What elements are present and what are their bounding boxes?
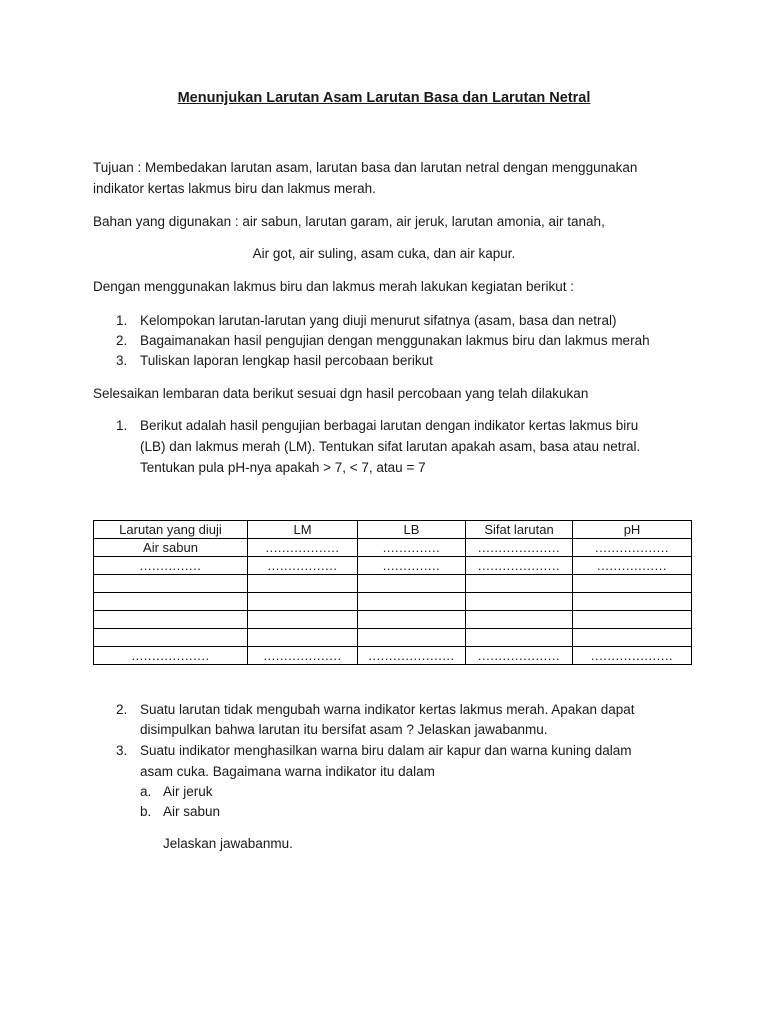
table-cell — [466, 593, 573, 611]
table-cell: ................... — [248, 647, 358, 665]
intro-text: Dengan menggunakan lakmus biru dan lakmus merah lakukan kegiatan berikut : — [93, 279, 575, 294]
table-cell: .................... — [466, 539, 573, 557]
table-cell: .................... — [466, 647, 573, 665]
question-line: Suatu indikator menghasilkan warna biru dalam air kapur dan warna kuning dalam — [140, 743, 632, 758]
page-title: Menunjukan Larutan Asam Larutan Basa dan Larutan Netral — [177, 90, 591, 106]
table-cell — [358, 629, 466, 647]
option-text: Air jeruk — [163, 784, 213, 799]
table-cell — [466, 611, 573, 629]
table-cell: .............. — [358, 539, 466, 557]
table-cell: ................. — [573, 557, 692, 575]
tujuan-line-2: indikator kertas lakmus biru dan lakmus merah. — [93, 181, 376, 196]
question-line: (LB) dan lakmus merah (LM). Tentukan sifat larutan apakah asam, basa atau netral. — [140, 439, 641, 454]
table-cell — [573, 575, 692, 593]
question-line: Suatu larutan tidak mengubah warna indikator kertas lakmus merah. Apakan dapat — [140, 702, 635, 717]
table-cell — [466, 629, 573, 647]
table-row — [94, 611, 692, 629]
table-row — [94, 629, 692, 647]
step-number: 3. — [116, 353, 128, 368]
option-label: b. — [140, 804, 152, 819]
step-text: Bagaimanakan hasil pengujian dengan menggunakan lakmus biru dan lakmus merah — [140, 333, 650, 348]
table-cell — [248, 575, 358, 593]
table-cell: .................... — [466, 557, 573, 575]
table-row — [94, 575, 692, 593]
header-larutan: Larutan yang diuji — [94, 521, 248, 539]
table-cell — [466, 575, 573, 593]
table-cell — [358, 611, 466, 629]
table-cell — [248, 629, 358, 647]
table-cell — [358, 575, 466, 593]
table-cell: .................. — [248, 539, 358, 557]
question-number: 3. — [116, 743, 128, 758]
table-cell — [94, 575, 248, 593]
table-cell — [573, 611, 692, 629]
header-lb: LB — [358, 521, 466, 539]
table-cell: .................... — [573, 647, 692, 665]
selesaikan-text: Selesaikan lembaran data berikut sesuai dgn hasil percobaan yang telah dilakukan — [93, 386, 589, 401]
question-number: 2. — [116, 702, 128, 717]
header-sifat: Sifat larutan — [466, 521, 573, 539]
step-number: 2. — [116, 333, 128, 348]
table-row — [94, 647, 692, 665]
table-cell — [94, 593, 248, 611]
table-cell — [358, 593, 466, 611]
table-cell: ................. — [248, 557, 358, 575]
table-row — [94, 539, 692, 557]
closing-text: Jelaskan jawabanmu. — [163, 836, 293, 851]
table-header-row — [94, 521, 692, 539]
option-text: Air sabun — [163, 804, 221, 819]
table-cell — [248, 611, 358, 629]
table-cell: .................. — [573, 539, 692, 557]
table-cell — [94, 611, 248, 629]
question-line: Berikut adalah hasil pengujian berbagai larutan dengan indikator kertas lakmus biru — [140, 418, 639, 433]
table-row — [94, 557, 692, 575]
table-cell: ..................... — [358, 647, 466, 665]
question-line: Tentukan pula pH-nya apakah > 7, < 7, atau = 7 — [140, 460, 426, 475]
step-text: Tuliskan laporan lengkap hasil percobaan berikut — [140, 353, 433, 368]
option-label: a. — [140, 784, 152, 799]
table-cell — [573, 593, 692, 611]
question-line: asam cuka. Bagaimana warna indikator itu dalam — [140, 764, 435, 779]
question-line: disimpulkan bahwa larutan itu bersifat asam ? Jelaskan jawabanmu. — [140, 722, 548, 737]
table-cell: Air sabun — [94, 539, 248, 557]
step-number: 1. — [116, 313, 128, 328]
step-text: Kelompokan larutan-larutan yang diuji menurut sifatnya (asam, basa dan netral) — [140, 313, 617, 328]
question-number: 1. — [116, 418, 128, 433]
table-cell: .............. — [358, 557, 466, 575]
bahan-line-1: Bahan yang digunakan : air sabun, larutan garam, air jeruk, larutan amonia, air tanah, — [93, 214, 605, 229]
table-cell: ............... — [94, 557, 248, 575]
table-cell — [248, 593, 358, 611]
tujuan-line-1: Tujuan : Membedakan larutan asam, larutan basa dan larutan netral dengan menggunakan — [93, 160, 638, 175]
header-lm: LM — [248, 521, 358, 539]
table-cell — [94, 629, 248, 647]
data-table — [93, 520, 692, 665]
table-cell — [573, 629, 692, 647]
bahan-line-2: Air got, air suling, asam cuka, dan air kapur. — [252, 246, 516, 261]
header-ph: pH — [573, 521, 692, 539]
table-row — [94, 593, 692, 611]
table-cell: ................... — [94, 647, 248, 665]
